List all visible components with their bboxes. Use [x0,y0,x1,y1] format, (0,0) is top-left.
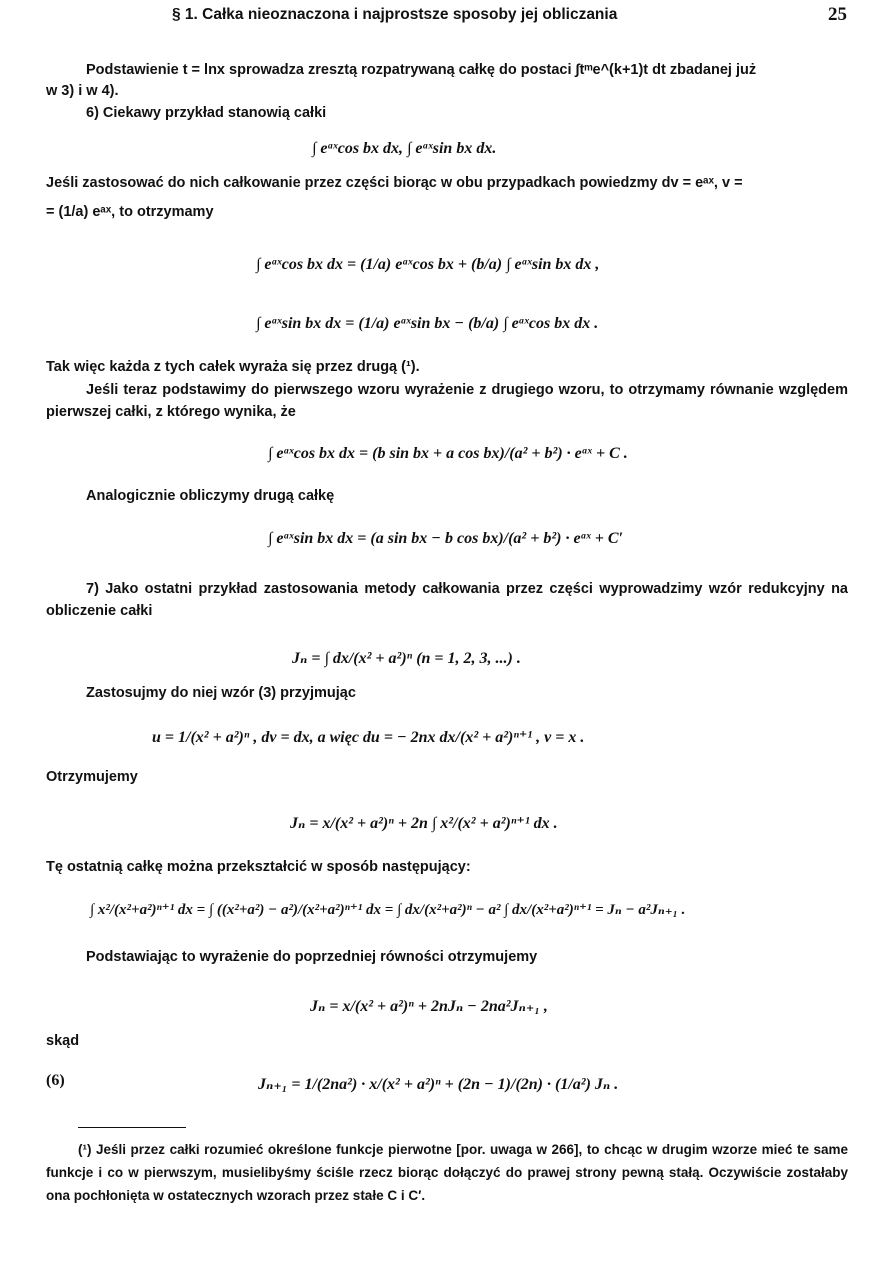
running-header [0,4,893,28]
paragraph-analogous: Analogicznie obliczymy drugą całkę [86,488,335,504]
paragraph-mutual-expression: Tak więc każda z tych całek wyraża się przez drugą (¹). [46,359,420,375]
paragraph-whence: skąd [46,1033,80,1049]
equation-parts-sin: ∫ eᵃˣsin bx dx = (1/a) eᵃˣsin bx − (b/a) ∫ eᵃˣcos bx dx . [256,315,599,332]
equation-Jn-final: Jₙ = x/(x² + a²)ⁿ + 2nJₙ − 2na²Jₙ₊₁ , [310,998,548,1015]
paragraph-substitution-line1: Podstawienie t = lnx sprowadza zresztą rozpatrywaną całkę do postaci ∫tᵐe^(k+1)t dt zbadanej już [86,62,757,78]
equation-integral-pair: ∫ eᵃˣcos bx dx, ∫ eᵃˣsin bx dx. [312,140,497,157]
equation-cos-result: ∫ eᵃˣcos bx dx = (b sin bx + a cos bx)/(a² + b²) · eᵃˣ + C . [268,445,628,462]
paragraph-substitution-line2: w 3) i w 4). [46,83,119,99]
paragraph-substitute-formula: Jeśli teraz podstawimy do pierwszego wzoru wyrażenie z drugiego wzoru, to otrzymamy równanie względem pierwszej całki, z którego wynika, że [46,382,848,420]
equation-number-6: (6) [46,1072,65,1089]
page-number: 25 [828,4,847,25]
equation-reduction-formula: Jₙ₊₁ = 1/(2na²) · x/(x² + a²)ⁿ + (2n − 1)/(2n) · (1/a²) Jₙ . [258,1076,619,1093]
paragraph-example-7: 7) Jako ostatni przykład zastosowania metody całkowania przez części wyprowadzimy wzór redukcyjny na obliczenie całki [46,581,848,619]
equation-transform-integral: ∫ x²/(x²+a²)ⁿ⁺¹ dx = ∫ ((x²+a²) − a²)/(x²+a²)ⁿ⁺¹ dx = ∫ dx/(x²+a²)ⁿ − a² ∫ dx/(x²+a²)ⁿ⁺¹ = Jₙ − a²Jₙ₊₁ . [90,902,686,918]
paragraph-substituting: Podstawiając to wyrażenie do poprzedniej równości otrzymujemy [86,949,538,965]
equation-Jn-definition: Jₙ = ∫ dx/(x² + a²)ⁿ (n = 1, 2, 3, ...) . [292,650,521,667]
paragraph-integration-by-parts-line1: Jeśli zastosować do nich całkowanie przez części biorąc w obu przypadkach powiedzmy dv = eᵃˣ, v = [46,175,743,191]
paragraph-we-obtain: Otrzymujemy [46,769,138,785]
paragraph-apply-formula-3: Zastosujmy do niej wzór (3) przyjmując [86,685,356,701]
equation-substitution-uv: u = 1/(x² + a²)ⁿ , dv = dx, a więc du = − 2nx dx/(x² + a²)ⁿ⁺¹ , v = x . [152,729,585,746]
section-title: § 1. Całka nieoznaczona i najprostsze sposoby jej obliczania [172,6,618,23]
equation-Jn-parts: Jₙ = x/(x² + a²)ⁿ + 2n ∫ x²/(x² + a²)ⁿ⁺¹ dx . [290,815,558,832]
footnote [46,1138,848,1207]
footnote-text: (¹) Jeśli przez całki rozumieć określone funkcje pierwotne [por. uwaga w 266], to chcąc w drugim wzorze mieć te same funkcje i co w pierwszym, musielibyśmy ściśle rzecz biorąc dołączyć do prawej strony pewną stałą. Oczywiście zostałaby ona pochłonięta w ostatecznych wzorach przez stałe C i C′. [46,1142,848,1203]
footnote-rule [78,1127,186,1128]
paragraph-integration-by-parts-line2: = (1/a) eᵃˣ, to otrzymamy [46,204,214,220]
equation-sin-result: ∫ eᵃˣsin bx dx = (a sin bx − b cos bx)/(a² + b²) · eᵃˣ + C′ [268,530,624,547]
paragraph-example-6: 6) Ciekawy przykład stanowią całki [86,105,327,121]
paragraph-transform: Tę ostatnią całkę można przekształcić w sposób następujący: [46,859,471,875]
equation-parts-cos: ∫ eᵃˣcos bx dx = (1/a) eᵃˣcos bx + (b/a) ∫ eᵃˣsin bx dx , [256,256,600,273]
